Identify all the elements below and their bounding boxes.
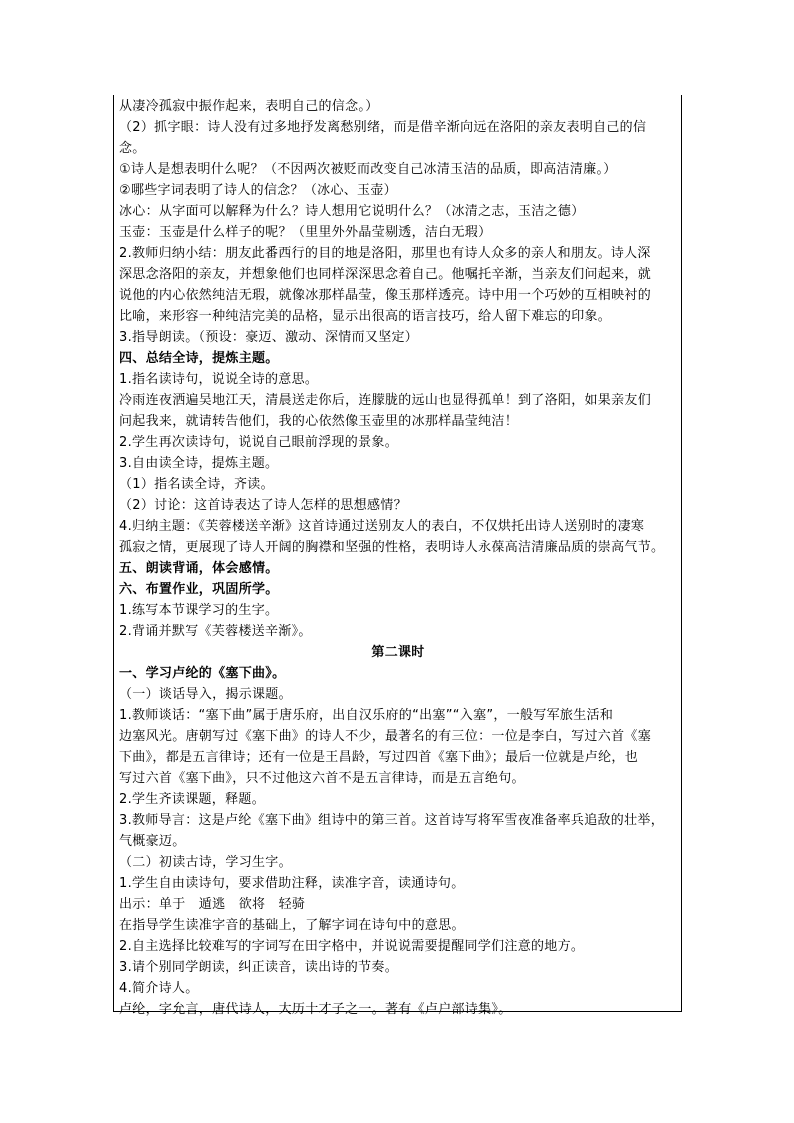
text-line: 气概豪迈。 xyxy=(119,834,186,849)
text-line: ①诗人是想表明什么呢？（不因两次被贬而改变自己冰清玉洁的品质，即高洁清廉。） xyxy=(119,162,617,177)
text-line: （一）谈话导入，揭示课题。 xyxy=(119,687,292,702)
text-line: 深思念洛阳的亲友，并想象他们也同样深深思念着自己。他嘱托辛渐，当亲友们问起来，就 xyxy=(119,267,652,282)
section-heading: 四、总结全诗，提炼主题。 xyxy=(119,351,279,366)
section-heading: 一、学习卢纶的《塞下曲》。 xyxy=(119,666,286,681)
text-line: 问起我来，就请转告他们，我的心依然像玉壶里的冰那样晶莹纯洁！ xyxy=(119,414,519,429)
text-line: ②哪些字词表明了诗人的信念？（冰心、玉壶） xyxy=(119,183,397,198)
text-line: 1.练写本节课学习的生字。 xyxy=(119,603,279,618)
section-title: 第二课时 xyxy=(371,645,425,660)
text-line: 3.教师导言：这是卢纶《塞下曲》组诗中的第三首。这首诗写将军雪夜准备率兵追敌的壮举， xyxy=(119,813,665,828)
lesson-plan-table-cell xyxy=(113,95,682,1017)
text-line: 2.背诵并默写《芙蓉楼送辛渐》。 xyxy=(119,624,312,639)
text-line: 孤寂之情，更展现了诗人开阔的胸襟和坚强的性格，表明诗人永葆高洁清廉品质的崇高气节。 xyxy=(119,540,665,555)
text-line: 1.学生自由读诗句，要求借助注释，读准字音，读通诗句。 xyxy=(119,876,465,891)
text-line: 2.自主选择比较难写的字词写在田字格中，并说说需要提醒同学们注意的地方。 xyxy=(119,939,585,954)
text-line: 2.教师归纳小结：朋友此番西行的目的地是洛阳，那里也有诗人众多的亲人和朋友。诗人深 xyxy=(119,246,651,261)
text-line: 2.学生齐读课题，释题。 xyxy=(119,792,266,807)
text-line: 1.教师谈话：“塞下曲”属于唐乐府，出自汉乐府的“出塞”“入塞”，一般写军旅生活和 xyxy=(119,708,614,723)
text-line: 4.归纳主题：《芙蓉楼送辛渐》这首诗通过送别友人的表白，不仅烘托出诗人送别时的凄寒 xyxy=(119,519,645,534)
text-line: 念。 xyxy=(119,141,146,156)
text-line: （2）抓字眼：诗人没有过多地抒发离愁别绪，而是借辛渐向远在洛阳的亲友表明自己的信 xyxy=(119,120,647,135)
text-line: 卢纶，字允言，唐代诗人，大历十才子之一。著有《卢户部诗集》。 xyxy=(119,1002,512,1017)
text-line: 比喻，来形容一种纯洁完美的品格，显示出很高的语言技巧，给人留下难忘的印象。 xyxy=(119,309,612,324)
text-line: 4.简介诗人。 xyxy=(119,981,199,996)
text-line: （2）讨论：这首诗表达了诗人怎样的思想感情？ xyxy=(119,498,407,513)
text-line: 出示：单于 遁逃 欲将 轻骑 xyxy=(119,897,306,912)
text-line: 写过六首《塞下曲》，只不过他这六首不是五言律诗，而是五言绝句。 xyxy=(119,771,525,786)
text-line: 说他的内心依然纯洁无瑕，就像冰那样晶莹，像玉那样透亮。诗中用一个巧妙的互相映衬的 xyxy=(119,288,652,303)
section-heading: 五、朗读背诵，体会感情。 xyxy=(119,561,279,576)
text-line: 冰心：从字面可以解释为什么？诗人想用它说明什么？（冰清之志，玉洁之德） xyxy=(119,204,585,219)
text-line: 下曲》，都是五言律诗；还有一位是王昌龄，写过四首《塞下曲》；最后一位就是卢纶，也 xyxy=(119,750,639,765)
text-line: 3.自由读全诗，提炼主题。 xyxy=(119,456,279,471)
text-line: 边塞风光。唐朝写过《塞下曲》的诗人不少，最著名的有三位：一位是李白，写过六首《塞 xyxy=(119,729,652,744)
text-line: 2.学生再次读诗句，说说自己眼前浮现的景象。 xyxy=(119,435,399,450)
text-line: 3.请个别同学朗读，纠正读音，读出诗的节奏。 xyxy=(119,960,399,975)
text-line: （二）初读古诗，学习生字。 xyxy=(119,855,292,870)
text-line: 在指导学生读准字音的基础上，了解字词在诗句中的意思。 xyxy=(119,918,465,933)
text-line: 玉壶：玉壶是什么样子的呢？（里里外外晶莹剔透，洁白无瑕） xyxy=(119,225,492,240)
text-line: 3.指导朗读。（预设：豪迈、激动、深情而又坚定） xyxy=(119,330,419,345)
section-heading: 六、布置作业，巩固所学。 xyxy=(119,582,279,597)
text-line: （1）指名读全诗，齐读。 xyxy=(119,477,274,492)
text-line: 从凄冷孤寂中振作起来，表明自己的信念。） xyxy=(119,99,379,114)
text-line: 冷雨连夜洒遍吴地江天，清晨送走你后，连朦胧的远山也显得孤单！到了洛阳，如果亲友们 xyxy=(119,393,652,408)
lesson-text xyxy=(119,96,677,1020)
text-line: 1.指名读诗句，说说全诗的意思。 xyxy=(119,372,319,387)
